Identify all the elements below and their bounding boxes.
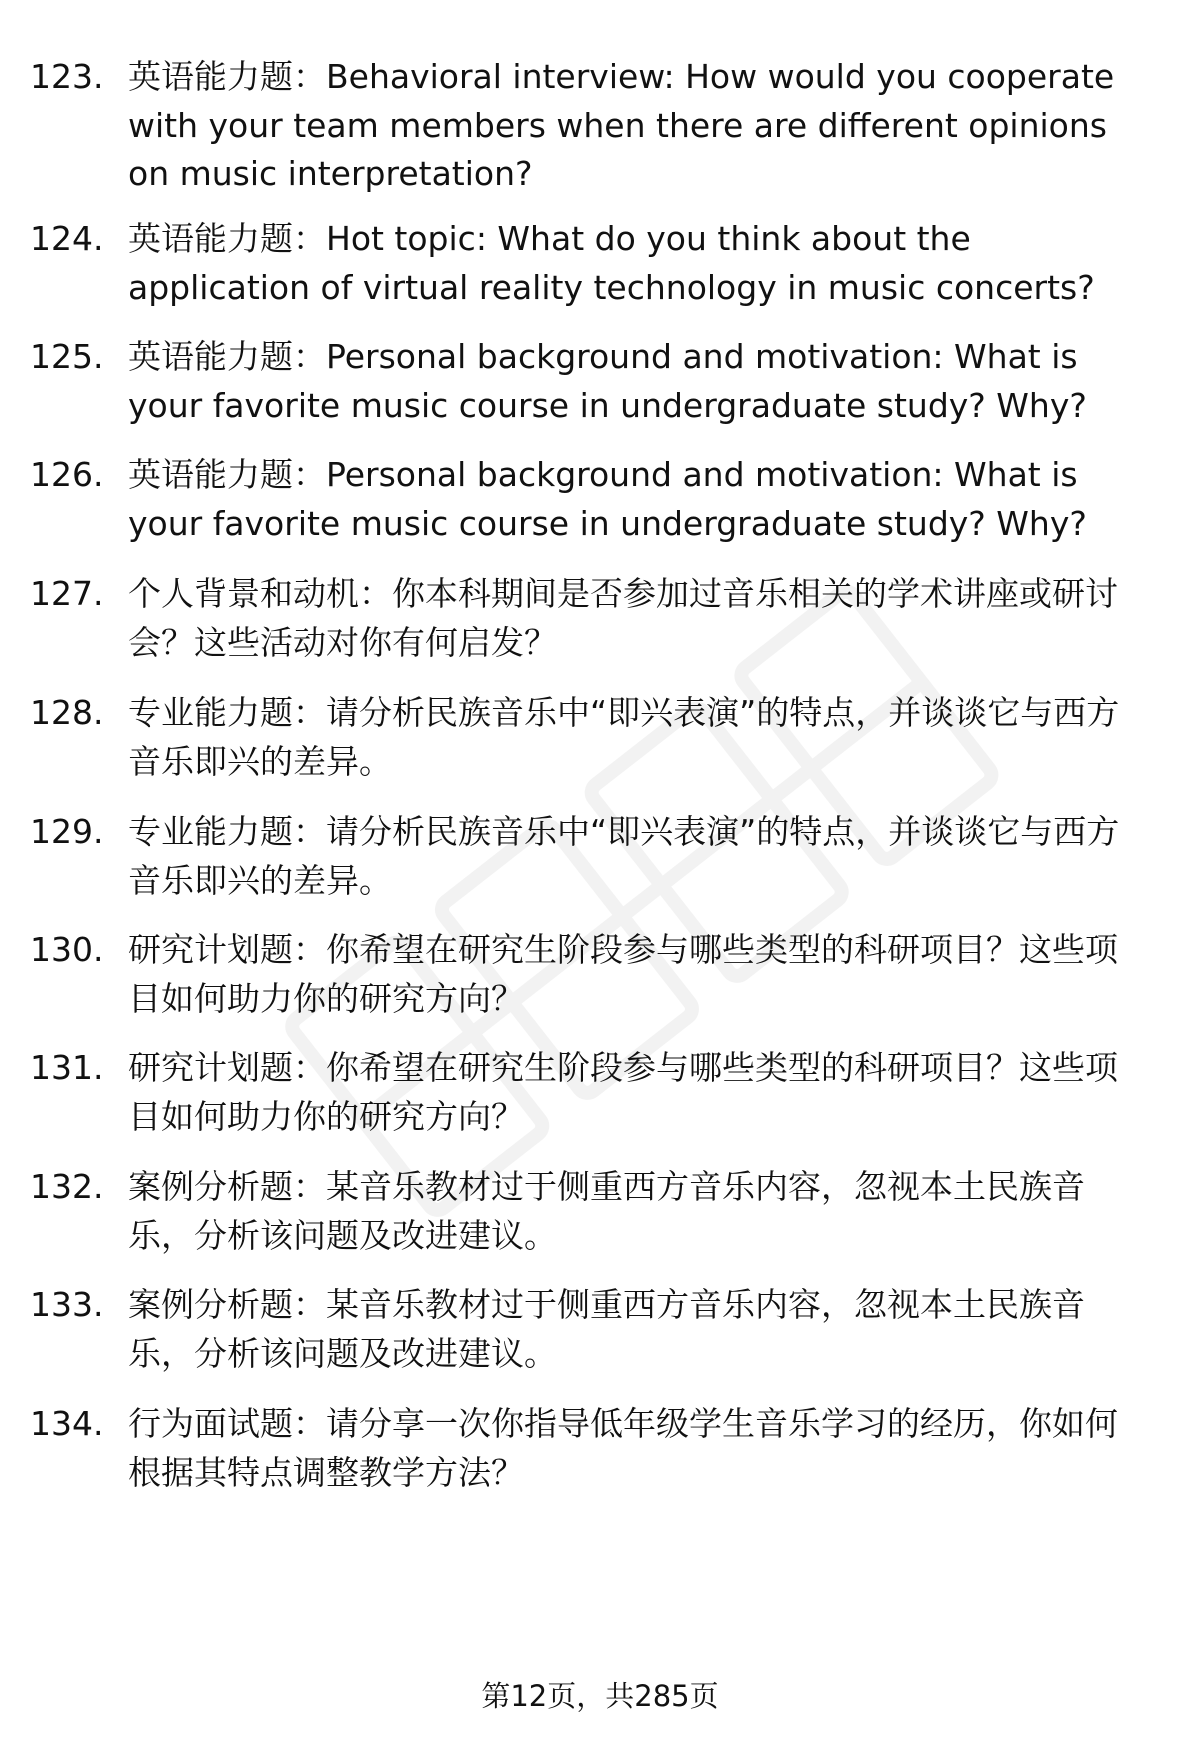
question-text: 专业能力题：请分析民族音乐中“即兴表演”的特点，并谈谈它与西方音乐即兴的差异。 <box>128 812 1120 900</box>
question-number: 124. <box>30 219 104 258</box>
question-number: 133. <box>30 1285 104 1324</box>
question-number: 123. <box>30 57 104 96</box>
question-text: 英语能力题：Behavioral interview: How would you cooperate with your team members when there are different opinions on music interpretation? <box>128 57 1115 193</box>
question-number: 130. <box>30 930 104 969</box>
question-text: 案例分析题：某音乐教材过于侧重西方音乐内容，忽视本土民族音乐，分析该问题及改进建议。 <box>128 1285 1085 1373</box>
question-number: 131. <box>30 1048 104 1087</box>
question-text: 研究计划题：你希望在研究生阶段参与哪些类型的科研项目？这些项目如何助力你的研究方向？ <box>128 930 1118 1018</box>
question-text: 专业能力题：请分析民族音乐中“即兴表演”的特点，并谈谈它与西方音乐即兴的差异。 <box>128 693 1120 781</box>
question-number: 126. <box>30 455 104 494</box>
question-text: 行为面试题：请分享一次你指导低年级学生音乐学习的经历，你如何根据其特点调整教学方法？ <box>128 1404 1118 1492</box>
question-text: 英语能力题：Personal background and motivation: What is your favorite music course in undergraduate study? Why? <box>128 337 1087 425</box>
question-text: 研究计划题：你希望在研究生阶段参与哪些类型的科研项目？这些项目如何助力你的研究方向？ <box>128 1048 1118 1136</box>
question-number: 128. <box>30 693 104 732</box>
question-text: 个人背景和动机：你本科期间是否参加过音乐相关的学术讲座或研讨会？这些活动对你有何启发？ <box>128 574 1118 662</box>
question-number: 125. <box>30 337 104 376</box>
question-number: 132. <box>30 1167 104 1206</box>
question-text: 英语能力题：Personal background and motivation: What is your favorite music course in undergraduate study? Why? <box>128 455 1087 543</box>
question-text: 案例分析题：某音乐教材过于侧重西方音乐内容，忽视本土民族音乐，分析该问题及改进建议。 <box>128 1167 1085 1255</box>
page-footer: 第12页，共285页 <box>481 1679 719 1713</box>
question-number: 127. <box>30 574 104 613</box>
question-text: 英语能力题：Hot topic: What do you think about the application of virtual reality technology in music concerts? <box>128 219 1095 307</box>
question-number: 134. <box>30 1404 104 1443</box>
question-number: 129. <box>30 812 104 851</box>
